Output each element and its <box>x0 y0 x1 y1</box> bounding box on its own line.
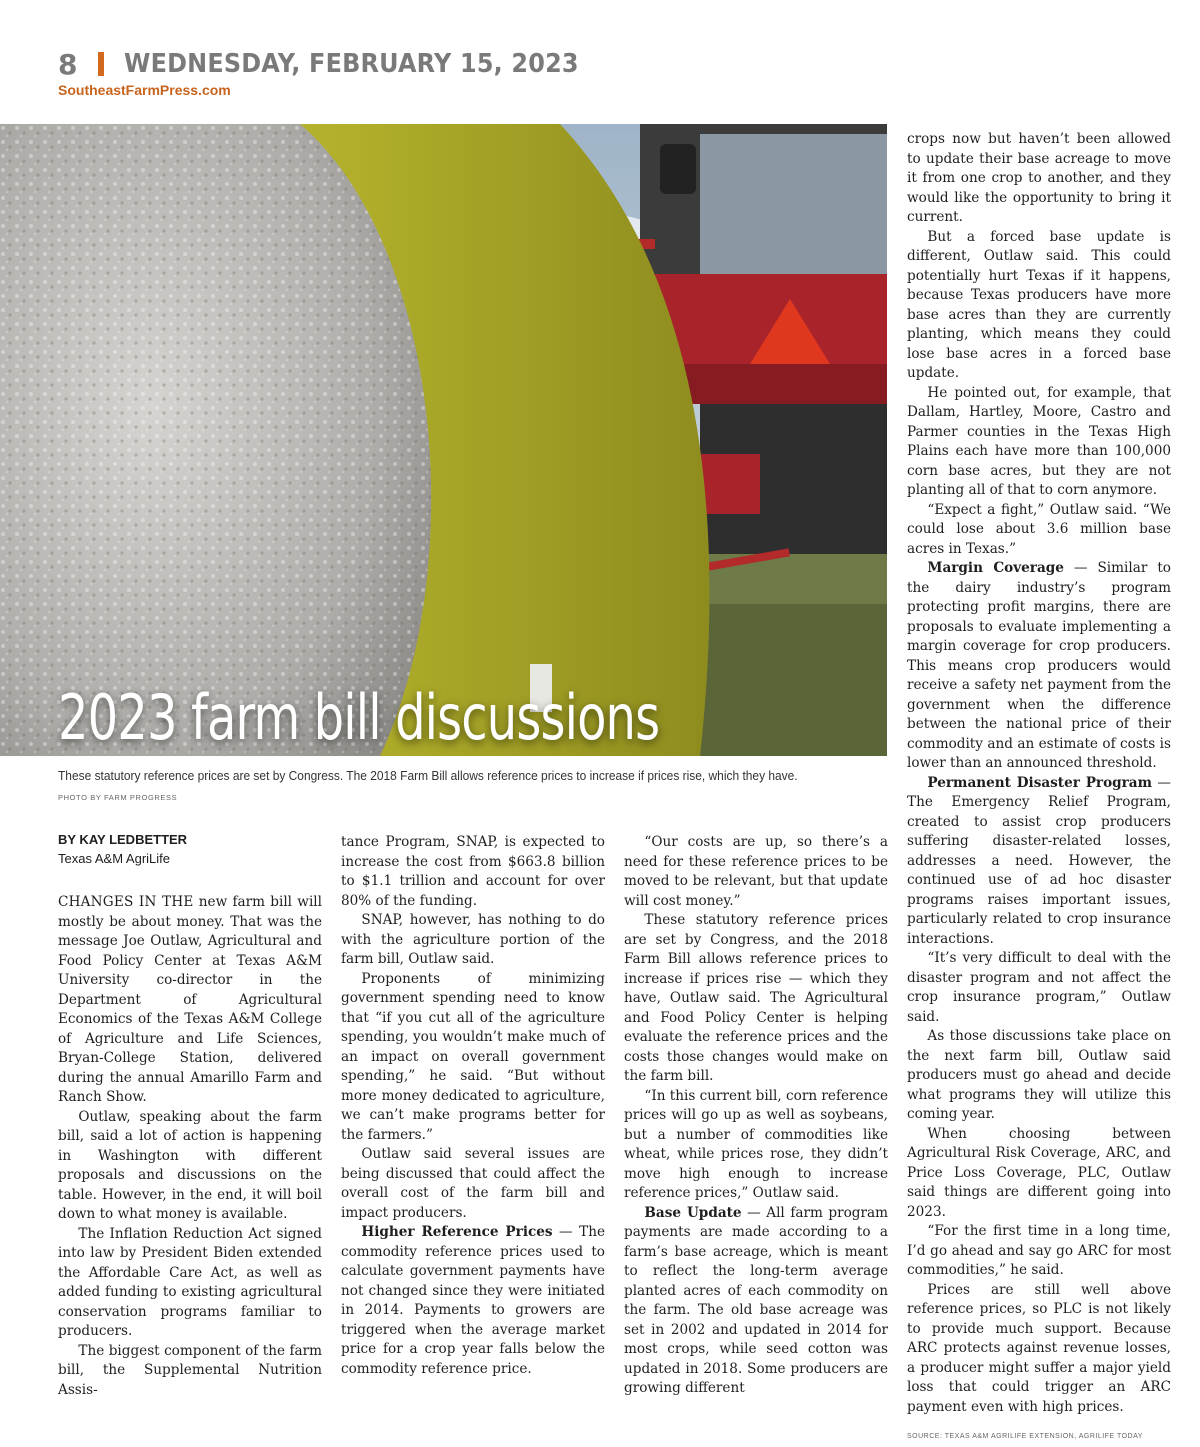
paragraph: crops now but haven’t been allowed to update their base acreage to move it from one crop to another, and they would like the opportunity to bring it current. <box>907 131 1171 225</box>
paragraph: Outlaw said several issues are being discussed that could affect the overall cost of the farm bill and impact producers. <box>341 1146 605 1221</box>
paragraph: When choosing between Agricultural Risk Coverage, ARC, and Price Loss Coverage, PLC, Outlaw said things are different going into 2023. <box>907 1125 1171 1220</box>
subhead: Base Update <box>644 1204 742 1221</box>
site-url: SoutheastFarmPress.com <box>58 82 231 98</box>
paragraph: Outlaw, speaking about the farm bill, said a lot of action is happening in Washington with different proposals and discussions on the table. However, in the end, it will boil down to what money is available. <box>58 1108 322 1222</box>
paragraph: The Inflation Reduction Act signed into law by President Biden extended the Affordable Care Act, as well as added funding to existing agricultural conservation programs familiar to producers. <box>58 1225 322 1339</box>
paragraph: “In this current bill, corn reference prices will go up as well as soybeans, but a number of commodities like wheat, while prices rose, they didn’t move high enough to increase reference prices,” Outlaw said. <box>624 1087 888 1201</box>
paragraph: Margin Coverage — Similar to the dairy industry’s program protecting profit margins, there are proposals to evaluate implementing a margin coverage for crop producers. This means crop producers would receive a safety net payment from the government when the difference between the national price of their commodity and an estimate of costs is lower than an announced threshold. <box>907 560 1171 771</box>
paragraph: SNAP, however, has nothing to do with the agriculture portion of the farm bill, Outlaw said. <box>341 912 605 967</box>
photo-credit: PHOTO BY FARM PROGRESS <box>58 793 178 802</box>
paragraph: “Our costs are up, so there’s a need for these reference prices to be moved to be relevant, but that update will cost money.” <box>624 834 888 909</box>
subhead: Margin Coverage <box>927 560 1064 576</box>
byline-affiliation: Texas A&M AgriLife <box>58 851 170 866</box>
article-column-2 <box>341 833 605 1379</box>
lead-in-caps: CHANGES IN THE <box>58 894 194 910</box>
paragraph: These statutory reference prices are set by Congress, and the 2018 Farm Bill allows reference prices to increase if prices rise — which they have, Outlaw said. The Agricultural and Food Policy Center is helping evaluate the reference prices and the costs those changes would make on the farm bill. <box>624 912 888 1084</box>
paragraph: “It’s very difficult to deal with the disaster program and not affect the crop insurance program,” Outlaw said. <box>907 950 1171 1025</box>
paragraph: He pointed out, for example, that Dallam, Hartley, Moore, Castro and Parmer counties in the Texas High Plains each have more than 100,000 corn base acres, but they are not planting all of that to corn anymore. <box>907 384 1171 498</box>
headline-line-1: 2023 farm bill discussions <box>58 681 660 754</box>
lead-photo <box>0 124 887 756</box>
page-number: 8 <box>58 47 78 81</box>
photo-caption: These statutory reference prices are set by Congress. The 2018 Farm Bill allows reference prices to increase if prices rise, which they have. <box>58 768 798 783</box>
paragraph: The biggest component of the farm bill, the Supplemental Nutrition Assis- <box>58 1342 322 1398</box>
paragraph: Proponents of minimizing government spending need to know that “if you cut all of the agriculture spending, you wouldn’t make much of an impact on overall government spending,” he said. “But without more money dedicated to agriculture, we can’t make programs better for the farmers.” <box>341 970 605 1143</box>
paragraph: “For the first time in a long time, I’d go ahead and say go ARC for most commodities,” he said. <box>907 1223 1171 1278</box>
article-column-1 <box>58 893 322 1400</box>
article-column-3 <box>624 833 888 1399</box>
article-column-4 <box>907 130 1171 1447</box>
subhead: Higher Reference Prices <box>361 1224 553 1240</box>
paragraph: CHANGES IN THE new farm bill will mostly be about money. That was the message Joe Outlaw, Agricultural and Food Policy Center at Texas A&M University co-director in the Department of Agricultural Economics of the Texas A&M College of Agriculture and Life Sciences, Bryan-College Station, delivered during the annual Amarillo Farm and Ranch Show. <box>58 894 322 1105</box>
masthead <box>58 44 618 84</box>
paragraph: Permanent Disaster Program — The Emergency Relief Program, created to assist crop producers suffering disaster-related losses, addresses a need. However, the continued use of ad hoc disaster programs raises important issues, particularly related to crop insurance interactions. <box>907 774 1171 947</box>
article-source: SOURCE: TEXAS A&M AGRILIFE EXTENSION, AGRILIFE TODAY <box>907 1433 1143 1440</box>
paragraph: As those discussions take place on the next farm bill, Outlaw said producers must go ahead and decide what programs they will utilize this coming year. <box>907 1028 1171 1122</box>
paragraph: Higher Reference Prices — The commodity reference prices used to calculate government payments have not changed since they were initiated in 2014. Payments to growers are triggered when the average market price for a crop year falls below the commodity reference price. <box>341 1224 605 1377</box>
paragraph: Prices are still well above reference prices, so PLC is not likely to provide much support. Because ARC protects against revenue losses, a producer might suffer a major yield loss that could trigger an ARC payment even with high prices. <box>907 1281 1171 1415</box>
masthead-divider <box>98 52 104 76</box>
cotton-bale-tractor-photo <box>0 124 887 756</box>
subhead: Permanent Disaster Program <box>927 774 1153 791</box>
paragraph: “Expect a fight,” Outlaw said. “We could lose about 3.6 million base acres in Texas.” <box>907 501 1171 557</box>
paragraph: But a forced base update is different, Outlaw said. This could potentially hurt Texas if it happens, because Texas producers have more base acres than they are currently planting, which means they could lose base acres in a forced base update. <box>907 228 1171 381</box>
issue-date: WEDNESDAY, FEBRUARY 15, 2023 <box>123 49 579 79</box>
paragraph: tance Program, SNAP, is expected to increase the cost from $663.8 billion to $1.1 trillion and account for over 80% of the funding. <box>341 834 605 909</box>
paragraph: Base Update — All farm program payments are made according to a farm’s base acreage, which is meant to reflect the long-term average planted acres of each commodity on the farm. The old base acreage was set in 2002 and updated in 2014 for most crops, while seed cotton was updated in 2018. Some producers are growing different <box>624 1204 888 1396</box>
byline-author: BY KAY LEDBETTER <box>58 832 188 847</box>
headline <box>58 680 677 756</box>
